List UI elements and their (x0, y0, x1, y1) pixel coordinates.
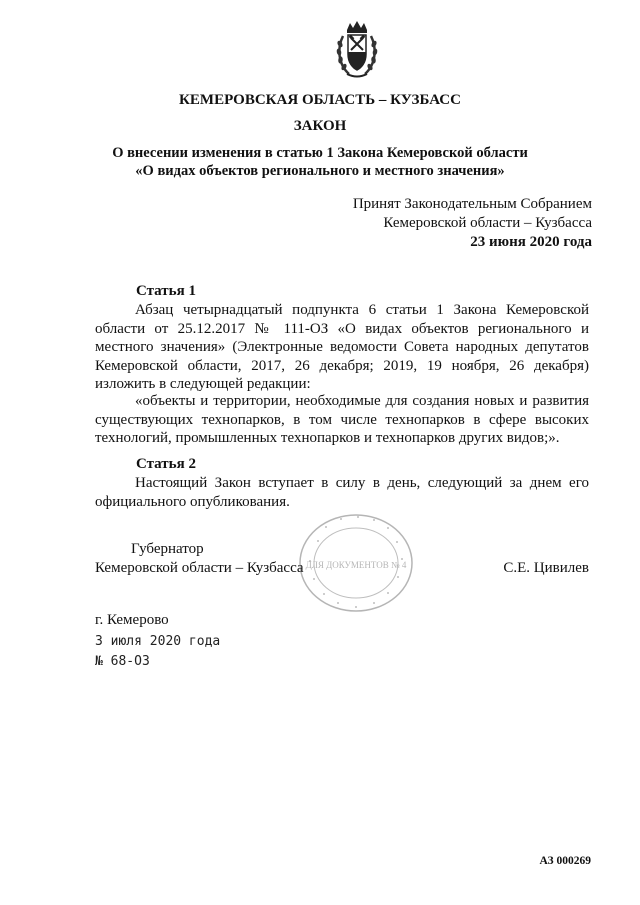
signatory-region: Кемеровской области – Кузбасса (95, 560, 304, 576)
adoption-block (353, 195, 592, 252)
article-1-paragraph: Абзац четырнадцатый подпункта 6 статьи 1 Закона Кемеровской области от 25.12.2017 № 111-ОЗ «О видах объектов регионального и местного значения» (Электронные ведомости Совета народных депутатов Кемеровской области, 2017, 26 декабря; 2019, 19 ноября, 26 декабря) изложить в следующей редакции: (95, 302, 589, 392)
signing-date: 3 июля 2020 года (95, 634, 221, 649)
law-title (0, 144, 640, 180)
official-stamp (296, 511, 416, 615)
law-title-line: «О видах объектов регионального и местного значения» (135, 163, 505, 179)
coat-of-arms-icon (333, 18, 381, 80)
form-serial-number: АЗ 000269 (539, 855, 591, 867)
adoption-date: 23 июня 2020 года (470, 234, 592, 250)
article-1-heading: Статья 1 (136, 283, 196, 299)
article-1-new-wording: «объекты и территории, необходимые для создания новых и развития существующих технопарков, в том числе технопарков в сфере высоких технологий, промышленных технопарков и технопарков других видов;». (95, 393, 589, 446)
city: г. Кемерово (95, 612, 169, 628)
adoption-line: Кемеровской области – Кузбасса (383, 215, 592, 231)
region-heading: КЕМЕРОВСКАЯ ОБЛАСТЬ – КУЗБАСС (179, 92, 461, 108)
document-type: ЗАКОН (293, 118, 347, 134)
signatory-name: С.Е. Цивилев (503, 560, 589, 576)
article-2-paragraph: Настоящий Закон вступает в силу в день, следующий за днем его официального опубликования. (95, 475, 589, 510)
article-2-heading: Статья 2 (136, 456, 196, 472)
law-number: № 68-ОЗ (95, 654, 150, 669)
stamp-text: ДЛЯ ДОКУМЕНТОВ № 4 (305, 560, 407, 570)
signatory-title: Губернатор (131, 541, 204, 557)
law-title-line: О внесении изменения в статью 1 Закона Кемеровской области (112, 145, 528, 161)
adoption-line: Принят Законодательным Собранием (352, 196, 592, 212)
